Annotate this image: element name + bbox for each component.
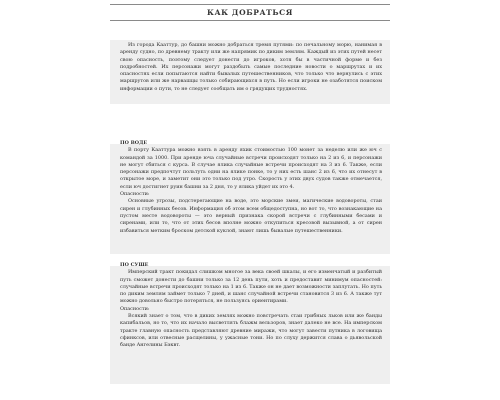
intro-section	[120, 42, 382, 93]
land-heading: ПО СУШЕ	[120, 262, 149, 268]
sea-section	[120, 140, 382, 235]
land-paragraph: Имперский тракт покидал слишком многое за века своей шкалы, и его изменчатый и разбитый путь сможет донести до башни только за 12 день пути, хоть и предоставит минимум опасностей: случайные встречи происходят только на 1 из 6. Также он не дает возможности заплутать. Но путь по диким землям займет только 7 дней, и шанс случайной встречи становится 3 из 6. А также тут можно довольно быстро потеряться, не пользуясь ориентирами.	[120, 269, 382, 305]
title-underline	[110, 20, 390, 21]
sea-dangers-label: Опасности:	[120, 191, 150, 198]
intro-paragraph: Из города Кааттур, до башни можно добраться тремя путями: по печальному морю, нанимая в аренду судно, по древнему тракту или же напрямик по диким землям. Каждый из этих путей несет свою опасность, поэтому следует донести до игроков, хотя бы в частичной форме и без подробностей. Их персонажи могут раздобыть самые последние новости о маршрутах и их опасностях если попытаются найти бывалых путешественников, что только что вернулись с этих маршрутов или же нарвашцы только собирающихся в путь. Но если игроки не озаботятся поиском информации о пути, то не следует сообщать им о грядущих трудностях.	[120, 42, 382, 92]
land-dangers-label: Опасности:	[120, 305, 150, 312]
top-rule	[110, 4, 390, 5]
land-section	[120, 262, 382, 350]
sea-dangers-paragraph: Основные угрозы, подстерегающие на воде, это морские змеи, магические водовороты, стаи сирен и глубинных бесов. Информация об этом всем общедоступна, но вот то, что вознакающие на пустом месте водовороты — это верный признака скорой встречи с глубинными бесами и сиренами, или то, что от этих бесов вполне можно откупиться кресовой вызывной, а от сирен избавиться метким броском детской куклой, знают лишь бывалые путешественники.	[120, 198, 382, 234]
page-title: КАК ДОБРАТЬСЯ	[207, 8, 293, 17]
land-dangers-paragraph: Всякий знает о том, что в диких землях можно повстречать стаи грибных льков или же банды капибальов, но то, что их начало высветлять блажм вельзоров, знает далеко не все. На имперском тракте главную опасность представляют древние миражи, что могут завести путника в логовища сфинксов, или отвесные расщелины, у ужасные тони. Но по слуху держится слава о дьявольской банде Ангелины Бэквт.	[120, 313, 382, 349]
sea-paragraph: В порту Кааттура можно взять в аренду яхик стоимостью 100 монет за неделю или же юч с командой за 1000. При аренде юча случайные встречи происходят только на 2 из 6, и персонажи не могут сбиться с курса. В случае ялика случайные встречи происходят на 3 из 6. Также, если персонажи предпочтут польтуть одни на ялике понке, то у них есть шанс 2 из 6, что их отнесут в открытое море, и заметит они это только под утро. Скорость у этих двух судов также отмечается, если юч достигнет руин башни за 2 дня, то у ялика уйдет их это 4.	[120, 147, 382, 190]
sea-heading: ПО ВОДЕ	[120, 140, 148, 146]
